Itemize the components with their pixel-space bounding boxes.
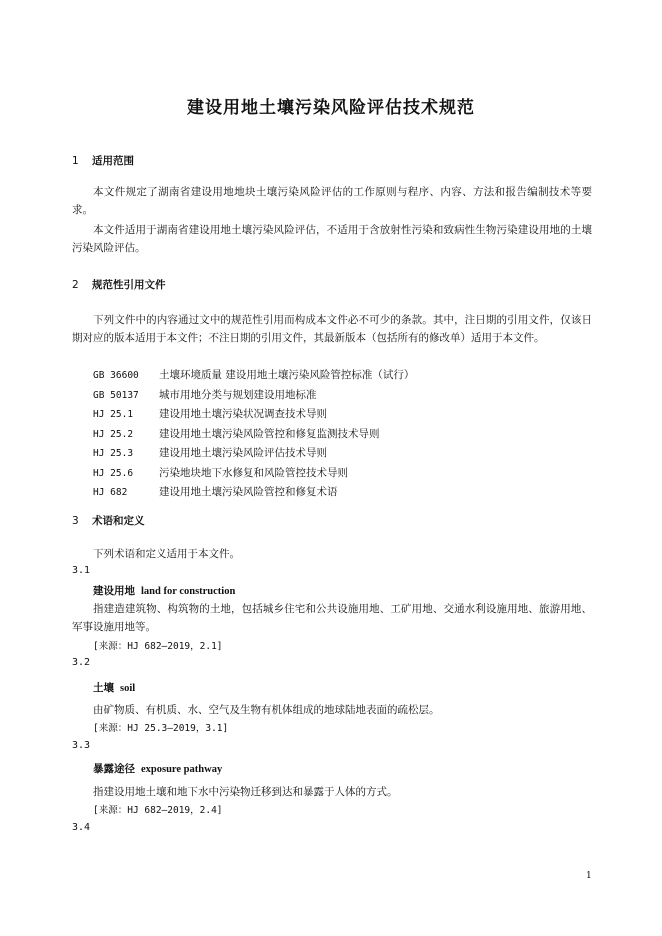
document-title: 建设用地土壤污染风险评估技术规范	[187, 98, 475, 118]
term-source: [来源：HJ 682—2019，2.1]	[93, 641, 223, 652]
section-number: 2	[72, 279, 79, 291]
reference-title: 污染地块地下水修复和风险管控技术导则	[159, 466, 348, 479]
term-cn: 土壤	[93, 682, 114, 694]
term-en: land for construction	[141, 586, 236, 597]
term-cn: 建设用地	[93, 585, 135, 597]
reference-item	[93, 444, 414, 464]
term-heading	[93, 583, 235, 598]
section-title: 规范性引用文件	[92, 279, 166, 291]
term-definition: 指建造建筑物、构筑物的土地，包括城乡住宅和公共设施用地、工矿用地、交通水利设施用地、旅游用地、军事设施用地等。	[72, 603, 592, 633]
reference-title: 建设用地土壤污染风险管控和修复监测技术导则	[159, 427, 380, 440]
term-heading	[93, 761, 222, 776]
section-heading-3	[72, 513, 145, 528]
term-source: [来源：HJ 25.3—2019，3.1]	[93, 723, 229, 734]
term-definition: 由矿物质、有机质、水、空气及生物有机体组成的地球陆地表面的疏松层。	[93, 704, 440, 716]
reference-code: HJ 25.6	[93, 467, 134, 479]
reference-code: HJ 25.3	[93, 448, 134, 459]
reference-item	[93, 386, 414, 406]
section2-intro: 下列文件中的内容通过文中的规范性引用而构成本文件必不可少的条款。其中，注日期的引用文件，仅该日期对应的版本适用于本文件；不注日期的引用文件，其最新版本（包括所有的修改单）适用于本文件。	[72, 314, 592, 344]
section1-paragraph-2: 本文件适用于湖南省建设用地土壤污染风险评估，不适用于含放射性污染和致病性生物污染建设用地的土壤污染风险评估。	[72, 224, 592, 254]
reference-list	[93, 366, 414, 503]
reference-title: 城市用地分类与规划建设用地标准	[159, 388, 317, 401]
term-definition: 指建设用地土壤和地下水中污染物迁移到达和暴露于人体的方式。	[93, 786, 398, 798]
reference-item	[93, 405, 414, 425]
term-number: 3.1	[72, 565, 91, 576]
term-en: exposure pathway	[141, 764, 223, 775]
reference-title: 建设用地土壤污染风险评估技术导则	[159, 447, 327, 459]
section3-intro: 下列术语和定义适用于本文件。	[93, 548, 240, 560]
section-number: 1	[72, 155, 79, 167]
reference-code: GB 50137	[93, 389, 139, 401]
section-heading-2	[72, 277, 166, 292]
reference-item	[93, 366, 414, 386]
term-source: [来源：HJ 682—2019，2.4]	[93, 805, 223, 816]
term-number: 3.3	[72, 740, 91, 751]
reference-code: GB 36600	[93, 370, 139, 381]
term-en: soil	[120, 683, 136, 694]
reference-title: 建设用地土壤污染状况调查技术导则	[159, 408, 327, 420]
section1-paragraph-1: 本文件规定了湖南省建设用地地块土壤污染风险评估的工作原则与程序、内容、方法和报告编制技术等要求。	[72, 186, 592, 216]
term-number: 3.4	[72, 822, 91, 833]
reference-item	[93, 483, 414, 503]
section-heading-1	[72, 153, 134, 168]
reference-item	[93, 464, 414, 484]
term-number: 3.2	[72, 657, 91, 668]
page-number: 1	[586, 871, 592, 881]
term-heading	[93, 680, 135, 695]
section-number: 3	[72, 515, 79, 527]
reference-item	[93, 425, 414, 445]
reference-title: 土壤环境质量 建设用地土壤污染风险管控标准（试行）	[159, 369, 415, 381]
term-cn: 暴露途径	[93, 763, 135, 775]
reference-code: HJ 25.2	[93, 428, 134, 440]
section-title: 适用范围	[92, 155, 134, 167]
reference-title: 建设用地土壤污染风险管控和修复术语	[159, 486, 338, 498]
section-title: 术语和定义	[92, 515, 145, 527]
reference-code: HJ 25.1	[93, 409, 134, 420]
reference-code: HJ 682	[93, 487, 128, 498]
